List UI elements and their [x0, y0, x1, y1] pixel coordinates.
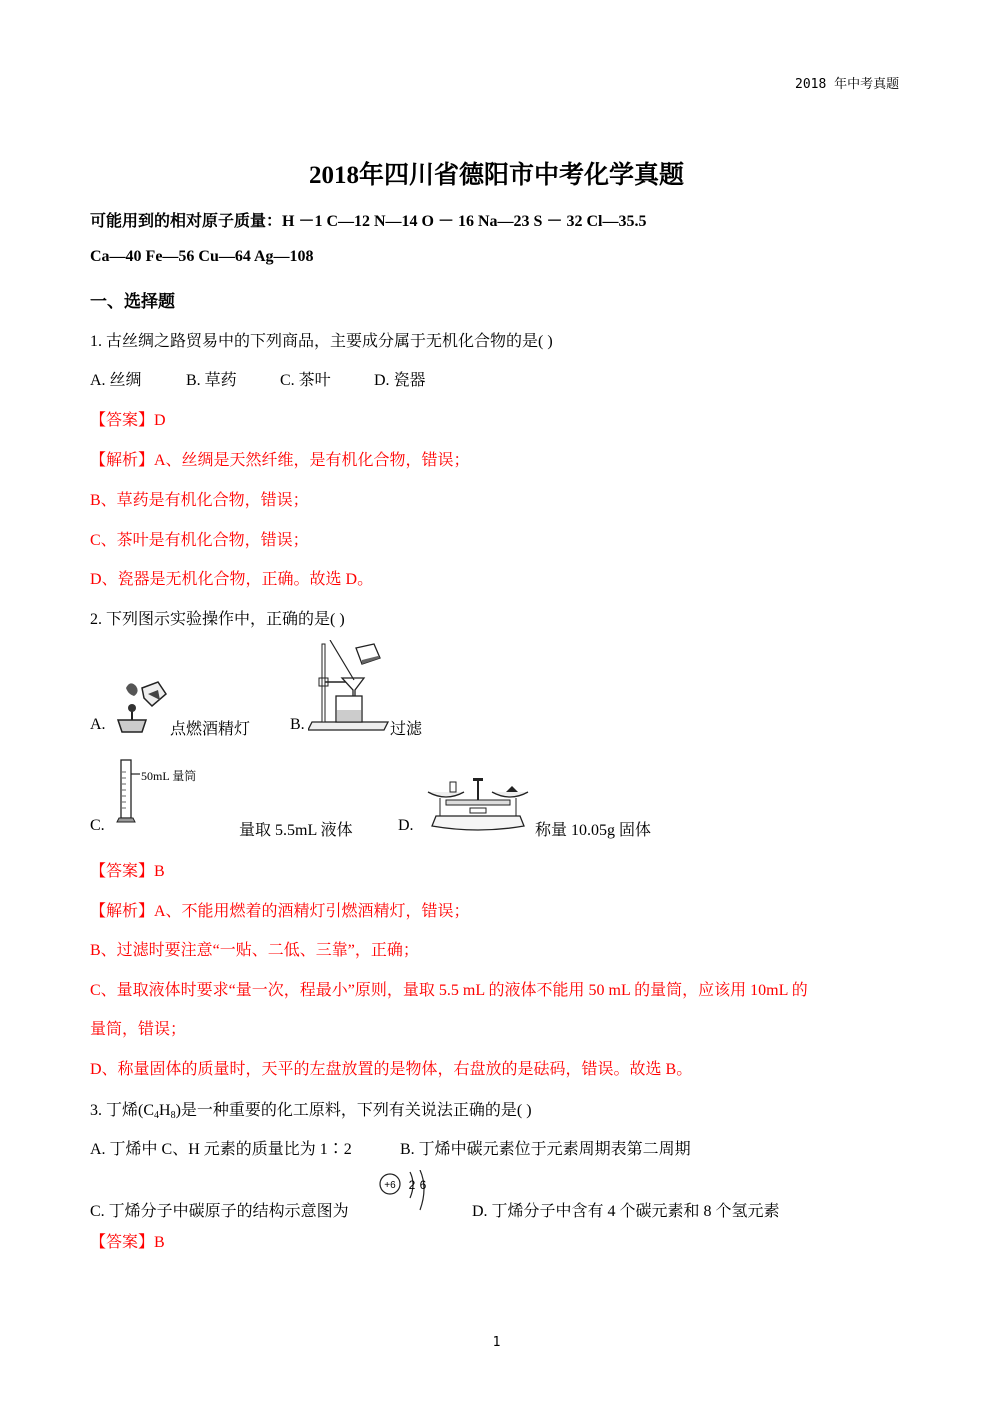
graduated-cylinder-figure	[114, 758, 140, 824]
q2-option-d-letter: D.	[398, 817, 414, 834]
lighting-alcohol-lamp-figure	[112, 672, 170, 738]
nucleus-charge: +6	[384, 1180, 396, 1191]
q3-option-a: A. 丁烯中 C、H 元素的质量比为 1∶2	[90, 1141, 352, 1158]
section-heading: 一、选择题	[90, 292, 175, 311]
atomic-masses-line-1: 可能用到的相对原子质量：H －1 C—12 N—14 O － 16 Na—23 S － 32 Cl—35.5	[90, 213, 647, 230]
q2-answer: 【答案】B	[90, 863, 165, 880]
q1-option-c: C. 茶叶	[280, 372, 331, 389]
q3-option-b: B. 丁烯中碳元素位于元素周期表第二周期	[400, 1141, 691, 1158]
shell-1-electrons: 2	[408, 1178, 416, 1192]
q2-option-a-letter: A.	[90, 716, 106, 733]
q2-analysis-5: D、称量固体的质量时，天平的左盘放置的是物体，右盘放的是砝码，错误。故选 B。	[90, 1061, 693, 1078]
question-2-stem: 2. 下列图示实验操作中，正确的是( )	[90, 611, 345, 628]
q1-analysis-4: D、瓷器是无机化合物，正确。故选 D。	[90, 571, 374, 588]
shell-2-electrons: 6	[419, 1178, 427, 1192]
q3-option-c: C. 丁烯分子中碳原子的结构示意图为	[90, 1203, 349, 1220]
q2-option-c-caption: 量取 5.5mL 液体	[239, 822, 353, 839]
q2-option-c-letter: C.	[90, 817, 105, 834]
document-title: 2018年四川省德阳市中考化学真题	[308, 162, 684, 189]
filtration-figure	[308, 640, 392, 736]
q1-analysis-1: 【解析】A、丝绸是天然纤维，是有机化合物，错误；	[90, 452, 470, 469]
q2-option-a-caption: 点燃酒精灯	[170, 721, 251, 738]
q2-option-d-caption: 称量 10.05g 固体	[535, 822, 652, 839]
q1-analysis-3: C、茶叶是有机化合物，错误；	[90, 532, 309, 549]
q1-answer: 【答案】D	[90, 412, 166, 429]
q2-option-b-letter: B.	[290, 716, 305, 733]
question-1-stem: 1. 古丝绸之路贸易中的下列商品，主要成分属于无机化合物的是( )	[90, 333, 553, 350]
balance-scale-figure	[426, 776, 530, 832]
question-3-stem: 3. 丁烯$(C_4H_8)$是一种重要的化工原料，下列有关说法正确的是( )	[90, 1102, 532, 1121]
cylinder-label: 50mL 量筒	[141, 769, 197, 783]
q1-option-d: D. 瓷器	[374, 372, 426, 389]
page-number: 1	[492, 1335, 501, 1350]
q1-analysis-2: B、草药是有机化合物，错误；	[90, 492, 309, 509]
q2-analysis-1: 【解析】A、不能用燃着的酒精灯引燃酒精灯，错误；	[90, 903, 470, 920]
q1-option-b: B. 草药	[186, 372, 237, 389]
q3-answer: 【答案】B	[90, 1234, 165, 1251]
q3-option-d: D. 丁烯分子中含有 4 个碳元素和 8 个氢元素	[472, 1203, 780, 1220]
q2-analysis-4: 量筒，错误；	[90, 1021, 187, 1038]
q1-option-a: A. 丝绸	[90, 372, 142, 389]
page-header: 2018 年中考真题	[795, 77, 900, 92]
atomic-masses-line-2: Ca—40 Fe—56 Cu—64 Ag—108	[90, 248, 314, 265]
q2-analysis-3: C、量取液体时要求“量一次，程最小”原则，量取 5.5 mL 的液体不能用 50 mL 的量筒，应该用 10mL 的	[90, 982, 808, 999]
q2-option-b-caption: 过滤	[390, 721, 423, 738]
carbon-atom-structure-diagram	[376, 1170, 436, 1220]
q2-analysis-2: B、过滤时要注意“一贴、二低、三靠”，正确；	[90, 942, 419, 959]
question-1-options	[90, 367, 490, 387]
